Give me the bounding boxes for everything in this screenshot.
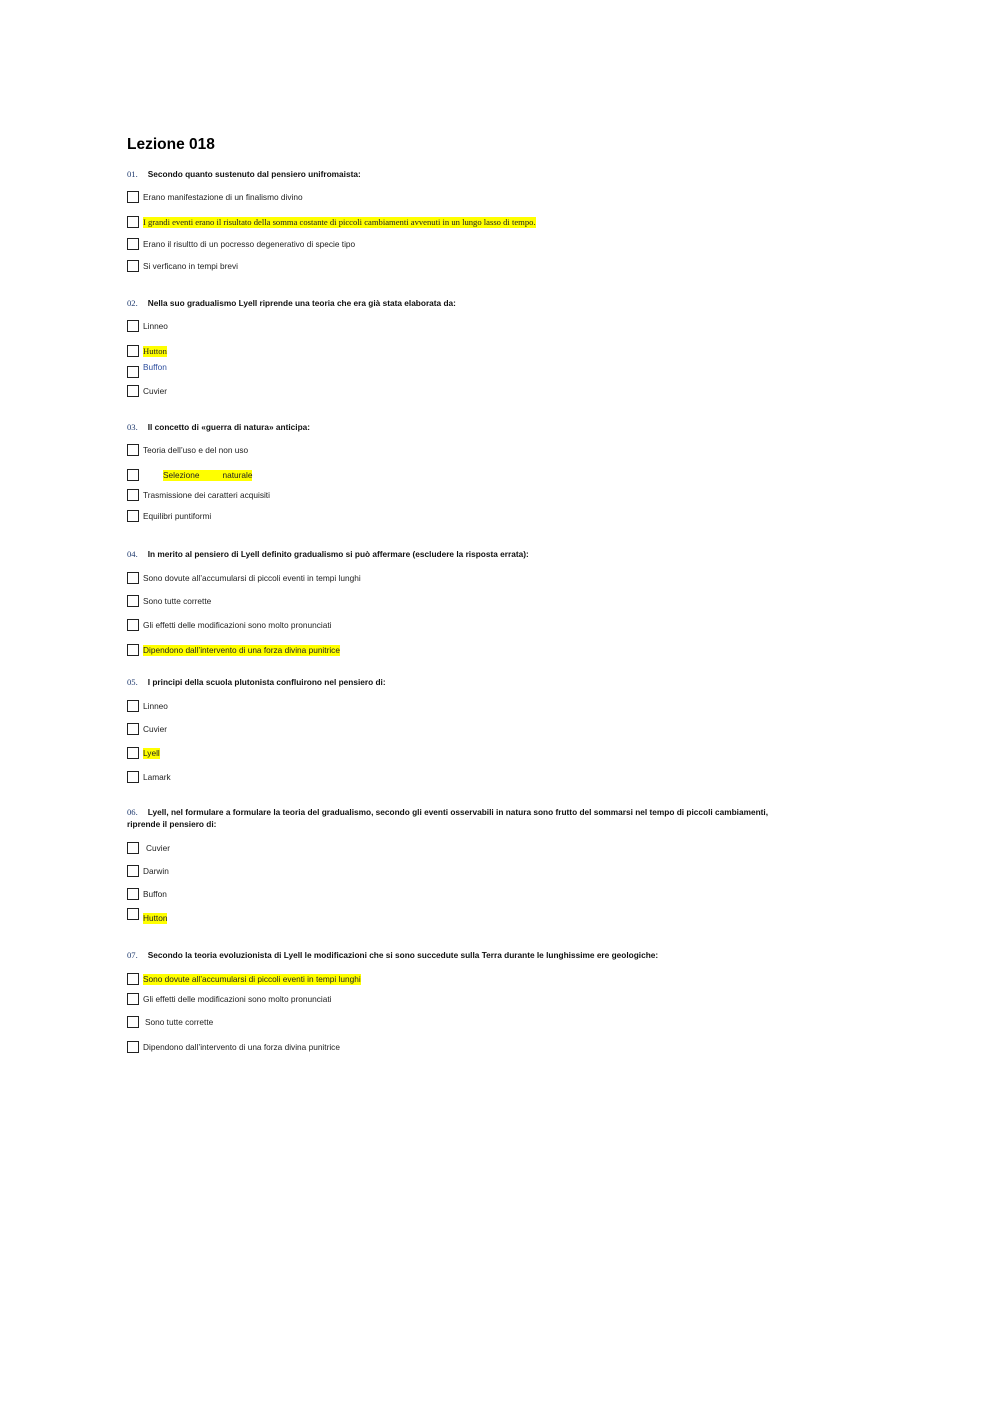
- option-label: Erano il risultto di un pocresso degenerativo di specie tipo: [143, 239, 356, 249]
- checkbox[interactable]: [127, 191, 139, 203]
- option-label: Teoria dell’uso e del non uso: [143, 445, 249, 455]
- option-label: Sono tutte corrette: [143, 596, 212, 606]
- option-label: I grandi eventi erano il risultato della somma costante di piccoli cambiamenti avvenuti in un lungo lasso di tempo.: [143, 217, 536, 227]
- question-1: [127, 169, 777, 181]
- checkbox[interactable]: [127, 993, 139, 1005]
- question-number: 04.: [127, 549, 138, 559]
- checkbox[interactable]: [127, 366, 139, 378]
- option-label: Equilibri puntiformi: [143, 511, 212, 521]
- page-title: Lezione 018: [127, 136, 215, 153]
- checkbox[interactable]: [127, 260, 139, 272]
- option-label: Trasmissione dei caratteri acquisiti: [143, 490, 270, 500]
- checkbox[interactable]: [127, 842, 139, 854]
- checkbox[interactable]: [127, 444, 139, 456]
- checkbox[interactable]: [127, 345, 139, 357]
- option-label: Cuvier: [146, 843, 170, 853]
- checkbox[interactable]: [127, 747, 139, 759]
- checkbox[interactable]: [127, 1041, 139, 1053]
- option-label: Lyell: [143, 748, 160, 758]
- option-label: Hutton: [143, 913, 168, 923]
- question-text: In merito al pensiero di Lyell definito gradualismo si può affermare (escludere la risposta errata):: [147, 549, 529, 559]
- checkbox[interactable]: [127, 865, 139, 877]
- checkbox[interactable]: [127, 238, 139, 250]
- option-label: Darwin: [143, 866, 169, 876]
- question-4: [127, 549, 777, 561]
- checkbox[interactable]: [127, 216, 139, 228]
- checkbox[interactable]: [127, 973, 139, 985]
- option-label: Sono dovute all’accumularsi di piccoli eventi in tempi lunghi: [143, 573, 361, 583]
- question-number: 01.: [127, 169, 138, 179]
- question-number: 06.: [127, 807, 138, 817]
- option-label: Sono dovute all’accumularsi di piccoli eventi in tempi lunghi: [143, 974, 361, 984]
- question-text: Lyell, nel formulare a formulare la teoria del gradualismo, secondo gli eventi osservabili in natura sono frutto del sommarsi nel tempo di piccoli cambiamenti, riprende il pensiero di:: [127, 807, 769, 829]
- option-label: Selezione naturale: [163, 470, 253, 480]
- option-label: Erano manifestazione di un finalismo divino: [143, 192, 303, 202]
- checkbox[interactable]: [127, 908, 139, 920]
- checkbox[interactable]: [127, 385, 139, 397]
- checkbox[interactable]: [127, 619, 139, 631]
- option-label: Si verficano in tempi brevi: [143, 261, 238, 271]
- question-text: Secondo quanto sustenuto dal pensiero unifromaista:: [147, 169, 361, 179]
- question-number: 03.: [127, 422, 138, 432]
- option-label: Linneo: [143, 701, 168, 711]
- option-label: Lamark: [143, 772, 171, 782]
- checkbox[interactable]: [127, 320, 139, 332]
- option-label: Cuvier: [143, 386, 167, 396]
- checkbox[interactable]: [127, 700, 139, 712]
- checkbox[interactable]: [127, 723, 139, 735]
- question-6: [127, 807, 777, 830]
- checkbox[interactable]: [127, 510, 139, 522]
- question-text: Nella suo gradualismo Lyell riprende una teoria che era già stata elaborata da:: [147, 298, 456, 308]
- question-number: 05.: [127, 677, 138, 687]
- option-label: Sono tutte corrette: [145, 1017, 214, 1027]
- checkbox[interactable]: [127, 888, 139, 900]
- question-number: 02.: [127, 298, 138, 308]
- question-text: Il concetto di «guerra di natura» anticipa:: [147, 422, 311, 432]
- checkbox[interactable]: [127, 771, 139, 783]
- question-2: [127, 298, 777, 310]
- option-label: Hutton: [143, 346, 167, 356]
- option-label: Gli effetti delle modificazioni sono molto pronunciati: [143, 994, 332, 1004]
- option-label: Dipendono dall’intervento di una forza divina punitrice: [143, 1042, 340, 1052]
- checkbox[interactable]: [127, 469, 139, 481]
- option-label: Buffon: [143, 362, 167, 372]
- checkbox[interactable]: [127, 572, 139, 584]
- question-5: [127, 677, 777, 689]
- option-label: Buffon: [143, 889, 167, 899]
- checkbox[interactable]: [127, 644, 139, 656]
- question-text: Secondo la teoria evoluzionista di Lyell le modificazioni che si sono succedute sulla Terra durante le lunghissime ere geologiche:: [147, 950, 659, 960]
- checkbox[interactable]: [127, 489, 139, 501]
- option-label: Gli effetti delle modificazioni sono molto pronunciati: [143, 620, 332, 630]
- option-label: Linneo: [143, 321, 168, 331]
- option-label: Dipendono dall’intervento di una forza divina punitrice: [143, 645, 340, 655]
- checkbox[interactable]: [127, 1016, 139, 1028]
- question-7: [127, 950, 777, 962]
- question-text: I principi della scuola plutonista confluirono nel pensiero di:: [147, 677, 386, 687]
- checkbox[interactable]: [127, 595, 139, 607]
- question-number: 07.: [127, 950, 138, 960]
- question-3: [127, 422, 777, 434]
- option-label: Cuvier: [143, 724, 167, 734]
